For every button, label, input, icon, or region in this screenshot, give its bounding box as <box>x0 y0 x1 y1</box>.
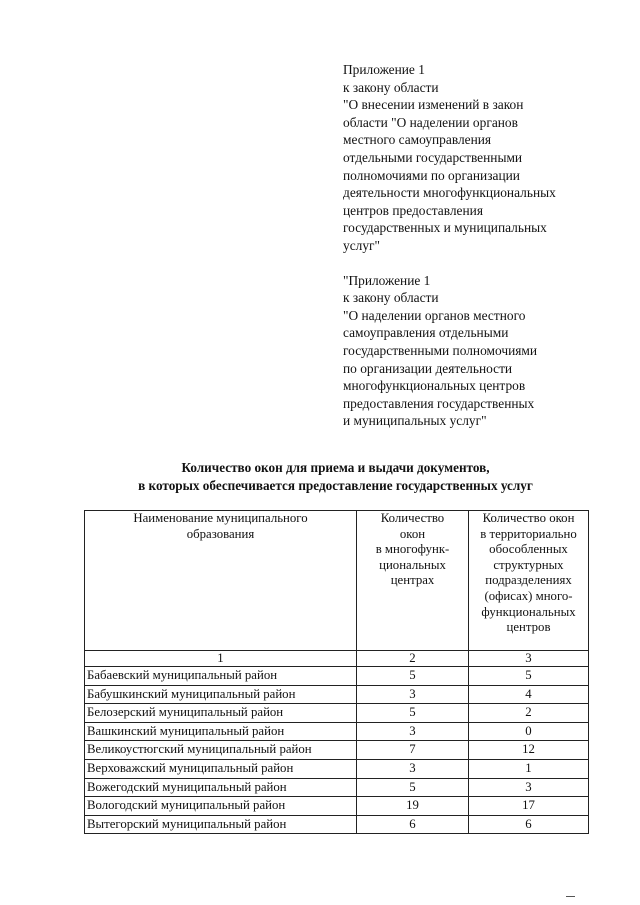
appendix-line: услуг" <box>343 237 380 253</box>
table-row <box>85 704 589 723</box>
column-number: 3 <box>469 651 589 667</box>
table-row <box>85 722 589 741</box>
table-row <box>85 685 589 704</box>
appendix-original-law <box>343 272 613 430</box>
mfc-windows-count: 3 <box>357 759 469 778</box>
municipality-name: Верховажский муниципальный район <box>85 759 357 778</box>
header-text: подразделениях <box>485 573 572 588</box>
table-row <box>85 759 589 778</box>
mfc-windows-count: 6 <box>357 815 469 834</box>
office-windows-count: 17 <box>469 797 589 816</box>
table-row <box>85 797 589 816</box>
appendix-line: области "О наделении органов <box>343 114 518 130</box>
table-heading-line-1: Количество окон для приема и выдачи документов, <box>181 460 490 475</box>
appendix-block <box>343 61 613 430</box>
office-windows-count: 0 <box>469 722 589 741</box>
table-row <box>85 667 589 686</box>
office-windows-count: 4 <box>469 685 589 704</box>
mfc-windows-count: 7 <box>357 741 469 760</box>
table-heading-line-2: в которых обеспечивается предоставление государственных услуг <box>138 478 533 493</box>
header-text: циональных <box>379 557 446 572</box>
municipality-name: Вологодский муниципальный район <box>85 797 357 816</box>
windows-table <box>84 510 589 834</box>
office-windows-count: 2 <box>469 704 589 723</box>
header-mfc-windows <box>357 511 469 651</box>
table-row <box>85 741 589 760</box>
header-text: обособленных <box>489 542 568 557</box>
page-corner-mark <box>566 896 575 897</box>
mfc-windows-count: 5 <box>357 704 469 723</box>
header-municipality <box>85 511 357 651</box>
appendix-line: многофункциональных центров <box>343 378 526 394</box>
office-windows-count: 1 <box>469 759 589 778</box>
header-text: центров <box>506 620 551 635</box>
header-text: центрах <box>390 573 435 588</box>
appendix-gap <box>343 255 613 272</box>
municipality-name: Вытегорский муниципальный район <box>85 815 357 834</box>
header-text: Количество окон <box>482 511 575 525</box>
table-header-row <box>85 511 589 651</box>
municipality-name: Бабушкинский муниципальный район <box>85 685 357 704</box>
office-windows-count: 6 <box>469 815 589 834</box>
municipality-name: Великоустюгский муниципальный район <box>85 741 357 760</box>
appendix-amending-law <box>343 61 613 255</box>
column-number: 2 <box>357 651 469 667</box>
header-text: в многофунк- <box>375 542 450 557</box>
appendix-line: деятельности многофункциональных <box>343 185 556 201</box>
appendix-line: "О внесении изменений в закон <box>343 97 524 113</box>
appendix-line: к закону области <box>343 79 439 95</box>
municipality-name: Вашкинский муниципальный район <box>85 722 357 741</box>
table-row <box>85 815 589 834</box>
header-text: в территориально <box>480 526 577 541</box>
header-text: структурных <box>493 557 564 572</box>
header-text: Количество <box>380 511 445 525</box>
appendix-line: местного самоуправления <box>343 132 492 148</box>
appendix-line: самоуправления отдельными <box>343 325 509 341</box>
header-text: образования <box>186 526 255 541</box>
appendix-line: отдельными государственными <box>343 149 523 165</box>
table-heading <box>84 459 587 495</box>
appendix-line: центров предоставления <box>343 202 483 218</box>
header-text: функциональных <box>481 604 576 619</box>
mfc-windows-count: 3 <box>357 685 469 704</box>
table-row <box>85 778 589 797</box>
office-windows-count: 5 <box>469 667 589 686</box>
header-office-windows <box>469 511 589 651</box>
column-number-row <box>85 651 589 667</box>
office-windows-count: 12 <box>469 741 589 760</box>
appendix-line: предоставления государственных <box>343 395 535 411</box>
header-text: (офисах) много- <box>484 588 573 603</box>
header-text: Наименование муниципального <box>133 511 308 525</box>
municipality-name: Вожегодский муниципальный район <box>85 778 357 797</box>
appendix-line: государственными полномочиями <box>343 342 538 358</box>
appendix-line: и муниципальных услуг" <box>343 413 487 429</box>
header-text: окон <box>399 526 426 541</box>
mfc-windows-count: 19 <box>357 797 469 816</box>
appendix-line: "О наделении органов местного <box>343 307 526 323</box>
appendix-line: полномочиями по организации <box>343 167 520 183</box>
municipality-name: Белозерский муниципальный район <box>85 704 357 723</box>
office-windows-count: 3 <box>469 778 589 797</box>
mfc-windows-count: 3 <box>357 722 469 741</box>
mfc-windows-count: 5 <box>357 667 469 686</box>
mfc-windows-count: 5 <box>357 778 469 797</box>
appendix-line: к закону области <box>343 290 439 306</box>
municipality-name: Бабаевский муниципальный район <box>85 667 357 686</box>
appendix-line: по организации деятельности <box>343 360 513 376</box>
appendix-line: Приложение 1 <box>343 62 425 77</box>
appendix-line: "Приложение 1 <box>343 272 431 288</box>
appendix-line: государственных и муниципальных <box>343 220 547 236</box>
column-number: 1 <box>85 651 357 667</box>
